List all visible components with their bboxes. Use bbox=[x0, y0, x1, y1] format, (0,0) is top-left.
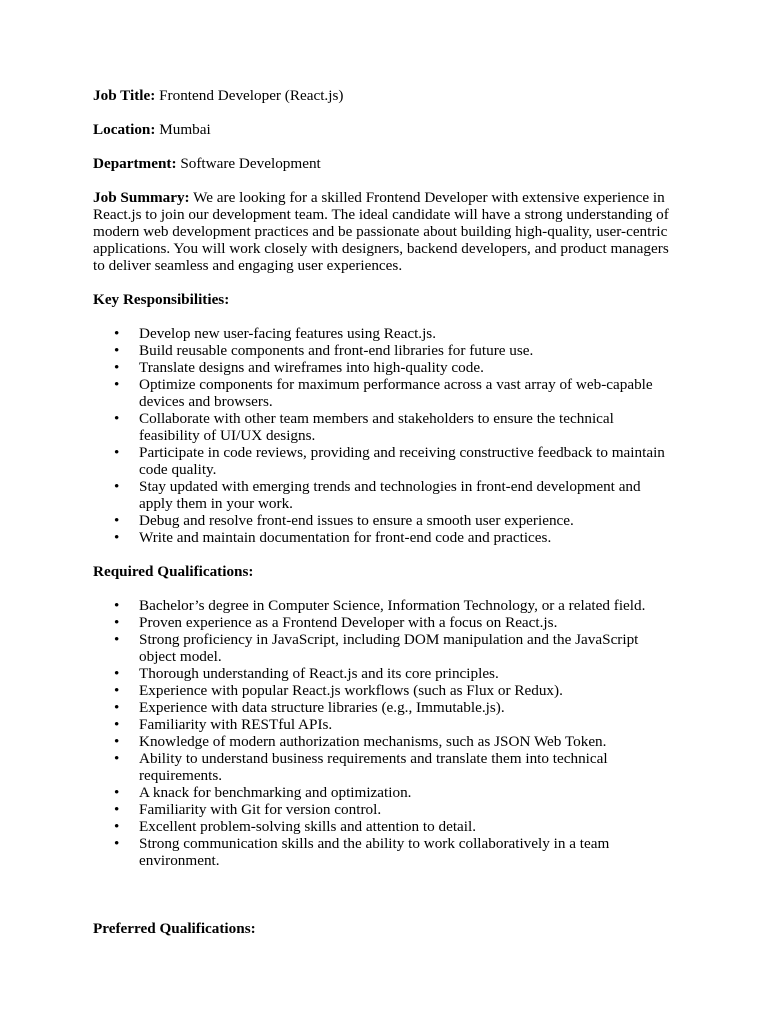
department-label: Department: bbox=[93, 155, 177, 172]
key-responsibilities-list bbox=[93, 325, 678, 546]
list-item bbox=[93, 342, 678, 359]
list-item-text: Stay updated with emerging trends and technologies in front-end development and apply them in your work. bbox=[139, 478, 641, 512]
bullet-icon: • bbox=[114, 733, 120, 750]
list-item-text: Ability to understand business requirements and translate them into technical requirements. bbox=[139, 750, 608, 784]
bullet-icon: • bbox=[114, 597, 120, 614]
document-body bbox=[93, 87, 678, 954]
bullet-icon: • bbox=[114, 665, 120, 682]
list-item-text: Participate in code reviews, providing and receiving constructive feedback to maintain code quality. bbox=[139, 444, 665, 478]
bullet-icon: • bbox=[114, 478, 120, 495]
bullet-icon: • bbox=[114, 750, 120, 767]
list-item bbox=[93, 614, 678, 631]
list-item bbox=[93, 801, 678, 818]
list-item bbox=[93, 376, 678, 410]
location-label: Location: bbox=[93, 121, 156, 138]
list-item bbox=[93, 835, 678, 869]
list-item bbox=[93, 665, 678, 682]
bullet-icon: • bbox=[114, 325, 120, 342]
section-spacer bbox=[93, 886, 678, 920]
bullet-icon: • bbox=[114, 716, 120, 733]
list-item-text: Collaborate with other team members and stakeholders to ensure the technical feasibility of UI/UX designs. bbox=[139, 410, 614, 444]
list-item bbox=[93, 699, 678, 716]
required-qualifications-heading: Required Qualifications: bbox=[93, 563, 254, 580]
list-item-text: Debug and resolve front-end issues to ensure a smooth user experience. bbox=[139, 512, 574, 529]
list-item-text: Strong proficiency in JavaScript, including DOM manipulation and the JavaScript object model. bbox=[139, 631, 639, 665]
list-item-text: Build reusable components and front-end libraries for future use. bbox=[139, 342, 534, 359]
list-item-text: Experience with data structure libraries (e.g., Immutable.js). bbox=[139, 699, 505, 716]
bullet-icon: • bbox=[114, 818, 120, 835]
list-item bbox=[93, 733, 678, 750]
list-item-text: Write and maintain documentation for front-end code and practices. bbox=[139, 529, 552, 546]
list-item bbox=[93, 529, 678, 546]
department-line bbox=[93, 155, 678, 172]
list-item-text: Optimize components for maximum performance across a vast array of web-capable devices and browsers. bbox=[139, 376, 653, 410]
list-item-text: Develop new user-facing features using React.js. bbox=[139, 325, 437, 342]
location-line bbox=[93, 121, 678, 138]
job-title-line bbox=[93, 87, 678, 104]
list-item-text: Thorough understanding of React.js and its core principles. bbox=[139, 665, 499, 682]
bullet-icon: • bbox=[114, 699, 120, 716]
department-value: Software Development bbox=[180, 155, 321, 172]
list-item-text: Familiarity with RESTful APIs. bbox=[139, 716, 333, 733]
list-item bbox=[93, 444, 678, 478]
required-qualifications-list bbox=[93, 597, 678, 869]
job-summary-text: We are looking for a skilled Frontend Developer with extensive experience in React.js to join our development team. The ideal candidate will have a strong understanding of modern web development practices and be passionate about building high-quality, user-centric applications. You will work closely with designers, backend developers, and product managers to deliver seamless and engaging user experiences. bbox=[93, 189, 669, 274]
bullet-icon: • bbox=[114, 631, 120, 648]
list-item-text: Excellent problem-solving skills and attention to detail. bbox=[139, 818, 477, 835]
bullet-icon: • bbox=[114, 784, 120, 801]
list-item-text: Bachelor’s degree in Computer Science, Information Technology, or a related field. bbox=[139, 597, 646, 614]
list-item-text: A knack for benchmarking and optimization. bbox=[139, 784, 412, 801]
job-title-label: Job Title: bbox=[93, 87, 156, 104]
bullet-icon: • bbox=[114, 410, 120, 427]
list-item bbox=[93, 325, 678, 342]
list-item bbox=[93, 359, 678, 376]
list-item bbox=[93, 410, 678, 444]
job-title-value: Frontend Developer (React.js) bbox=[159, 87, 344, 104]
list-item bbox=[93, 631, 678, 665]
bullet-icon: • bbox=[114, 512, 120, 529]
bullet-icon: • bbox=[114, 835, 120, 852]
key-responsibilities-heading: Key Responsibilities: bbox=[93, 291, 230, 308]
bullet-icon: • bbox=[114, 359, 120, 376]
list-item-text: Experience with popular React.js workflows (such as Flux or Redux). bbox=[139, 682, 563, 699]
list-item-text: Knowledge of modern authorization mechanisms, such as JSON Web Token. bbox=[139, 733, 607, 750]
job-summary-paragraph bbox=[93, 189, 678, 274]
bullet-icon: • bbox=[114, 529, 120, 546]
list-item-text: Strong communication skills and the ability to work collaboratively in a team environment. bbox=[139, 835, 610, 869]
bullet-icon: • bbox=[114, 682, 120, 699]
bullet-icon: • bbox=[114, 376, 120, 393]
location-value: Mumbai bbox=[159, 121, 211, 138]
job-summary-label: Job Summary: bbox=[93, 189, 190, 206]
list-item bbox=[93, 597, 678, 614]
bullet-icon: • bbox=[114, 342, 120, 359]
bullet-icon: • bbox=[114, 614, 120, 631]
list-item bbox=[93, 512, 678, 529]
list-item bbox=[93, 818, 678, 835]
list-item bbox=[93, 750, 678, 784]
list-item bbox=[93, 478, 678, 512]
bullet-icon: • bbox=[114, 444, 120, 461]
list-item-text: Translate designs and wireframes into high-quality code. bbox=[139, 359, 484, 376]
list-item-text: Proven experience as a Frontend Developer with a focus on React.js. bbox=[139, 614, 558, 631]
list-item bbox=[93, 784, 678, 801]
list-item bbox=[93, 716, 678, 733]
list-item bbox=[93, 682, 678, 699]
list-item-text: Familiarity with Git for version control. bbox=[139, 801, 382, 818]
bullet-icon: • bbox=[114, 801, 120, 818]
preferred-qualifications-heading: Preferred Qualifications: bbox=[93, 920, 256, 937]
